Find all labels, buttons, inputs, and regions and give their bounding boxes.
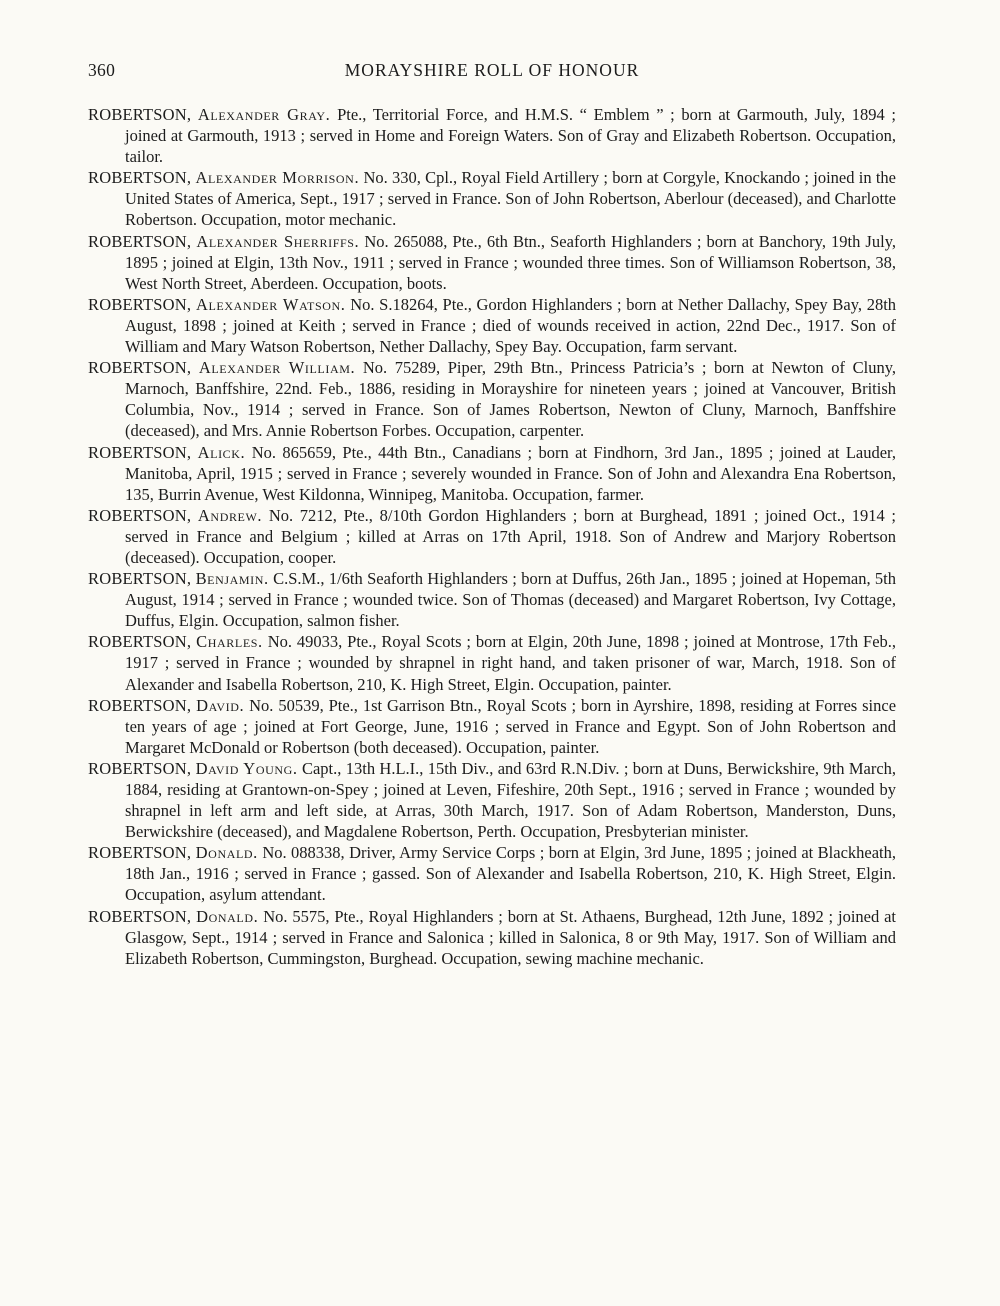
- roll-entry: [88, 231, 896, 294]
- entry-details: Capt., 13th H.L.I., 15th Div., and 63rd R.N.Div. ; born at Duns, Berwickshire, 9th March, 1884, residing at Grantown-on-Spey ; joined at Leven, Fifeshire, 20th Sept., 1916 ; served in France ; wounded by shrapnel in left arm and left side, at Arras, 30th March, 1917. Son of Adam Robertson, Manderston, Duns, Berwickshire (deceased), and Magdalene Robertson, Perth. Occupation, Presbyterian minister.: [125, 758, 897, 842]
- entry-surname: ROBERTSON,: [88, 358, 192, 378]
- entry-given-names: Donald.: [196, 906, 259, 926]
- entry-surname: ROBERTSON,: [88, 231, 192, 251]
- entry-given-names: Alick.: [197, 442, 246, 462]
- entry-given-names: David Young.: [195, 758, 298, 778]
- roll-entries: [88, 104, 896, 969]
- entry-details: No. 7212, Pte., 8/10th Gordon Highlanders ; born at Burghead, 1891 ; joined Oct., 1914 ; served in France and Belgium ; killed at Arras on 17th April, 1918. Son of Andrew and Marjory Robertson (deceased). Occupation, cooper.: [125, 505, 897, 567]
- entry-details: No. 865659, Pte., 44th Btn., Canadians ; born at Findhorn, 3rd Jan., 1895 ; joined at Lauder, Manitoba, April, 1915 ; served in France ; severely wounded in France. Son of John and Alexandra Ena Robertson, 135, Burrin Avenue, West Kildonna, Winnipeg, Manitoba. Occupation, farmer.: [125, 442, 897, 504]
- roll-entry: [88, 631, 896, 694]
- entry-surname: ROBERTSON,: [88, 632, 192, 652]
- entry-details: No. 330, Cpl., Royal Field Artillery ; born at Corgyle, Knockando ; joined in the United States of America, Sept., 1917 ; served in France. Son of John Robertson, Aberlour (deceased), and Charlotte Robertson. Occupation, motor mechanic.: [125, 168, 896, 230]
- running-title: MORAYSHIRE ROLL OF HONOUR: [344, 60, 640, 80]
- entry-details: No. 265088, Pte., 6th Btn., Seaforth Highlanders ; born at Banchory, 19th July, 1895 ; joined at Elgin, 13th Nov., 1911 ; served in France ; wounded three times. Son of Williamson Robertson, 38, West North Street, Aberdeen. Occupation, boots.: [125, 231, 896, 293]
- entry-given-names: Charles.: [196, 632, 263, 652]
- entry-given-names: Alexander Sherriffs.: [196, 231, 360, 251]
- page-number: 360: [88, 60, 116, 80]
- entry-given-names: Alexander Watson.: [195, 294, 346, 314]
- roll-entry: [88, 906, 896, 969]
- entry-surname: ROBERTSON,: [88, 758, 192, 778]
- roll-entry: [88, 294, 896, 357]
- roll-entry: [88, 505, 896, 568]
- entry-surname: ROBERTSON,: [88, 695, 192, 715]
- entry-given-names: Alexander Morrison.: [195, 168, 360, 188]
- entry-given-names: Alexander William.: [198, 358, 356, 378]
- entry-details: No. 50539, Pte., 1st Garrison Btn., Royal Scots ; born in Ayrshire, 1898, residing at Forres since ten years of age ; joined at Fort George, June, 1916 ; served in France and Egypt. Son of John Robertson and Margaret McDonald or Robertson (both deceased). Occupation, painter.: [125, 695, 897, 757]
- entry-surname: ROBERTSON,: [88, 442, 192, 462]
- roll-entry: [88, 104, 896, 167]
- entry-surname: ROBERTSON,: [88, 168, 192, 188]
- entry-given-names: Benjamin.: [195, 569, 269, 589]
- roll-entry: [88, 695, 896, 758]
- roll-entry: [88, 568, 896, 631]
- roll-entry: [88, 842, 896, 905]
- entry-surname: ROBERTSON,: [88, 906, 192, 926]
- entry-details: No. S.18264, Pte., Gordon Highlanders ; born at Nether Dallachy, Spey Bay, 28th August, 1898 ; joined at Keith ; served in France ; died of wounds received in action, 22nd Dec., 1917. Son of William and Mary Watson Robertson, Nether Dallachy, Spey Bay. Occupation, farm servant.: [125, 294, 897, 357]
- entry-details: Pte., Territorial Force, and H.M.S. “ Emblem ” ; born at Garmouth, July, 1894 ; joined at Garmouth, 1913 ; served in Home and Foreign Waters. Son of Gray and Elizabeth Robertson. Occupation, tailor.: [125, 105, 897, 167]
- roll-entry: [88, 442, 896, 505]
- entry-surname: ROBERTSON,: [88, 569, 192, 589]
- entry-given-names: Donald.: [195, 843, 258, 863]
- entry-given-names: David.: [196, 695, 245, 715]
- entry-surname: ROBERTSON,: [88, 294, 192, 314]
- entry-surname: ROBERTSON,: [88, 505, 192, 525]
- entry-details: No. 75289, Piper, 29th Btn., Princess Patricia’s ; born at Newton of Cluny, Marnoch, Banffshire, 22nd. Feb., 1886, residing in Morayshire for nineteen years ; joined at Vancouver, British Columbia, Nov., 1914 ; served in France. Son of James Robertson, Newton of Cluny, Marnoch, Banffshire (deceased), and Mrs. Annie Robertson Forbes. Occupation, carpenter.: [125, 358, 897, 441]
- roll-entry: [88, 167, 896, 230]
- roll-entry: [88, 758, 896, 842]
- entry-surname: ROBERTSON,: [88, 105, 192, 124]
- roll-entry: [88, 357, 896, 441]
- entry-details: C.S.M., 1/6th Seaforth Highlanders ; born at Duffus, 26th Jan., 1895 ; joined at Hopeman, 5th August, 1914 ; served in France ; wounded twice. Son of Thomas (deceased) and Margaret Robertson, Ivy Cottage, Duffus, Elgin. Occupation, salmon fisher.: [125, 569, 897, 631]
- entry-details: No. 49033, Pte., Royal Scots ; born at Elgin, 20th June, 1898 ; joined at Montrose, 17th Feb., 1917 ; served in France ; wounded by shrapnel in right hand, and taken prisoner of war, March, 1918. Son of Alexander and Isabella Robertson, 210, K. High Street, Elgin. Occupation, painter.: [125, 632, 897, 694]
- entry-given-names: Andrew.: [197, 505, 263, 525]
- entry-details: No. 088338, Driver, Army Service Corps ; born at Elgin, 3rd June, 1895 ; joined at Blackheath, 18th Jan., 1916 ; served in France ; gassed. Son of Alexander and Isabella Robertson, 210, K. High Street, Elgin. Occupation, asylum attendant.: [125, 843, 896, 905]
- entry-details: No. 5575, Pte., Royal Highlanders ; born at St. Athaens, Burghead, 12th June, 1892 ; joined at Glasgow, Sept., 1914 ; served in France and Salonica ; killed in Salonica, 8 or 9th May, 1917. Son of William and Elizabeth Robertson, Cummingston, Burghead. Occupation, sewing machine mechanic.: [125, 906, 896, 968]
- page-header: [88, 60, 896, 86]
- entry-surname: ROBERTSON,: [88, 843, 192, 863]
- entry-given-names: Alexander Gray.: [197, 105, 331, 124]
